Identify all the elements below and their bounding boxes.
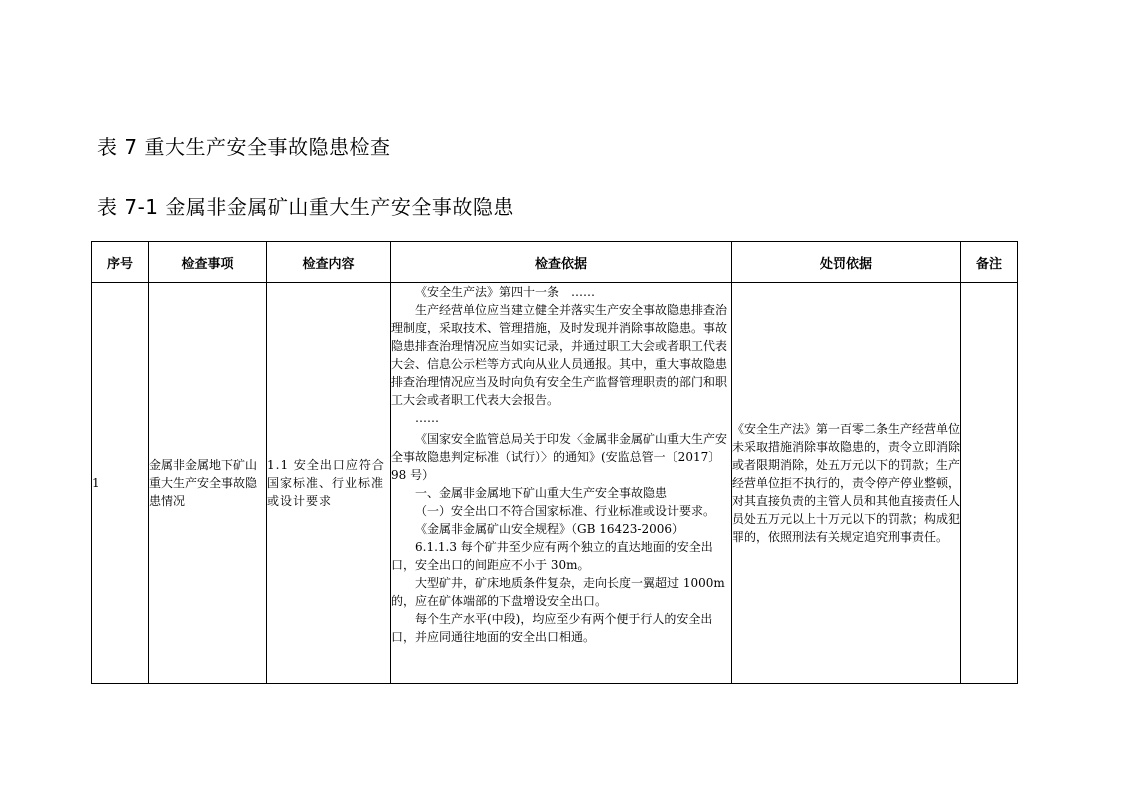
cell-item: 金属非金属地下矿山重大生产安全事故隐患情况 <box>149 283 267 684</box>
table-row <box>92 283 1018 684</box>
basis-law-article-41: 《安全生产法》第四十一条 …… <box>415 285 596 299</box>
header-no: 序号 <box>92 242 149 283</box>
table-7-title: 表 7 重大生产安全事故隐患检查 <box>97 135 391 159</box>
header-basis: 检查依据 <box>391 242 732 283</box>
header-content: 检查内容 <box>267 242 391 283</box>
cell-no: 1 <box>92 283 149 684</box>
cell-remark <box>961 283 1018 684</box>
header-remark: 备注 <box>961 242 1018 283</box>
basis-regulation-6113: 6.1.1.3 每个矿井至少应有两个独立的直达地面的安全出口，安全出口的间距应不小于 30m。 <box>391 540 713 572</box>
basis-notice-section: 一、金属非金属地下矿山重大生产安全事故隐患 <box>415 486 668 500</box>
basis-notice-item: （一）安全出口不符合国家标准、行业标准或设计要求。 <box>415 504 716 518</box>
hazard-inspection-table <box>91 241 1018 684</box>
basis-regulation-title: 《金属非金属矿山安全规程》（GB 16423-2006） <box>415 522 684 536</box>
header-item: 检查事项 <box>149 242 267 283</box>
header-penalty: 处罚依据 <box>732 242 961 283</box>
table-7-1-title: 表 7-1 金属非金属矿山重大生产安全事故隐患 <box>97 195 514 219</box>
table-header-row <box>92 242 1018 283</box>
basis-notice-title: 《国家安全监管总局关于印发〈金属非金属矿山重大生产安全事故隐患判定标准（试行）〉的通知》(安监总管一〔2017〕98 号） <box>391 432 728 482</box>
cell-penalty: 《安全生产法》第一百零二条生产经营单位未采取措施消除事故隐患的，责令立即消除或者限期消除，处五万元以下的罚款；生产经营单位拒不执行的，责令停产停业整顿，对其直接负责的主管人员和其他直接责任人员处五万元以上十万元以下的罚款；构成犯罪的，依照刑法有关规定追究刑事责任。 <box>732 283 961 684</box>
basis-law-article-41-text: 生产经营单位应当建立健全并落实生产安全事故隐患排查治理制度，采取技术、管理措施，及时发现并消除事故隐患。事故隐患排查治理情况应当如实记录，并通过职工大会或者职工代表大会、信息公示栏等方式向从业人员通报。其中，重大事故隐患排查治理情况应当及时向负有安全生产监督管理职责的部门和职工大会或者职工代表大会报告。 <box>391 303 728 407</box>
cell-content: 1.1 安全出口应符合国家标准、行业标准或设计要求 <box>267 283 391 684</box>
basis-regulation-large-mine: 大型矿井，矿床地质条件复杂，走向长度一翼超过 1000m 的，应在矿体端部的下盘增设安全出口。 <box>391 576 725 608</box>
basis-regulation-production-level: 每个生产水平(中段)，均应至少有两个便于行人的安全出口，并应同通往地面的安全出口相通。 <box>391 612 713 644</box>
basis-ellipsis: …… <box>415 411 439 425</box>
cell-basis <box>391 283 732 684</box>
